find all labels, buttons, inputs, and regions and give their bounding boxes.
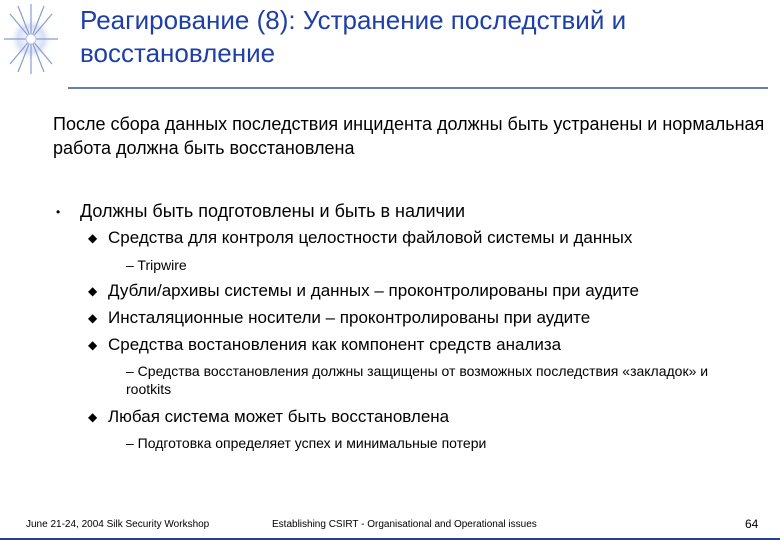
sub-bullet-marker: ◆	[88, 311, 98, 325]
list-item-note: – Подготовка определяет успех и минимальные потери	[126, 435, 487, 451]
sub-bullet-marker: ◆	[88, 231, 98, 245]
main-point: Должны быть подготовлены и быть в наличии	[80, 201, 466, 221]
list-item: Дубли/архивы системы и данных – проконтролированы при аудите	[108, 281, 639, 300]
page-number: 64	[745, 517, 759, 531]
intro-paragraph: После сбора данных последствия инцидента должны быть устранены и нормальная работа должна быть восстановлена	[53, 114, 765, 158]
list-item-note: – Tripwire	[126, 257, 187, 273]
list-item: Инсталяционные носители – проконтролированы при аудите	[108, 308, 591, 327]
sub-bullet-marker: ◆	[88, 410, 98, 424]
title-divider	[68, 87, 768, 89]
footer-center: Establishing CSIRT - Organisational and Operational issues	[272, 519, 537, 530]
list-item: Любая система может быть восстановлена	[108, 407, 450, 426]
list-item: Средства для контроля целостности файловой системы и данных	[108, 228, 633, 247]
sub-bullet-marker: ◆	[88, 284, 98, 298]
bullet-marker: •	[56, 205, 61, 219]
slide-title: Реагирование (8): Устранение последствий и восстановление	[80, 5, 627, 68]
starburst-logo	[2, 2, 60, 76]
sub-bullet-marker: ◆	[88, 338, 98, 352]
list-item: Средства востановления как компонент средств анализа	[108, 335, 562, 354]
list-item-note: – Средства восстановления должны защищены от возможных последствия «закладок» и rootkits	[126, 363, 709, 397]
footer-left: June 21-24, 2004 Silk Security Workshop	[26, 519, 210, 530]
